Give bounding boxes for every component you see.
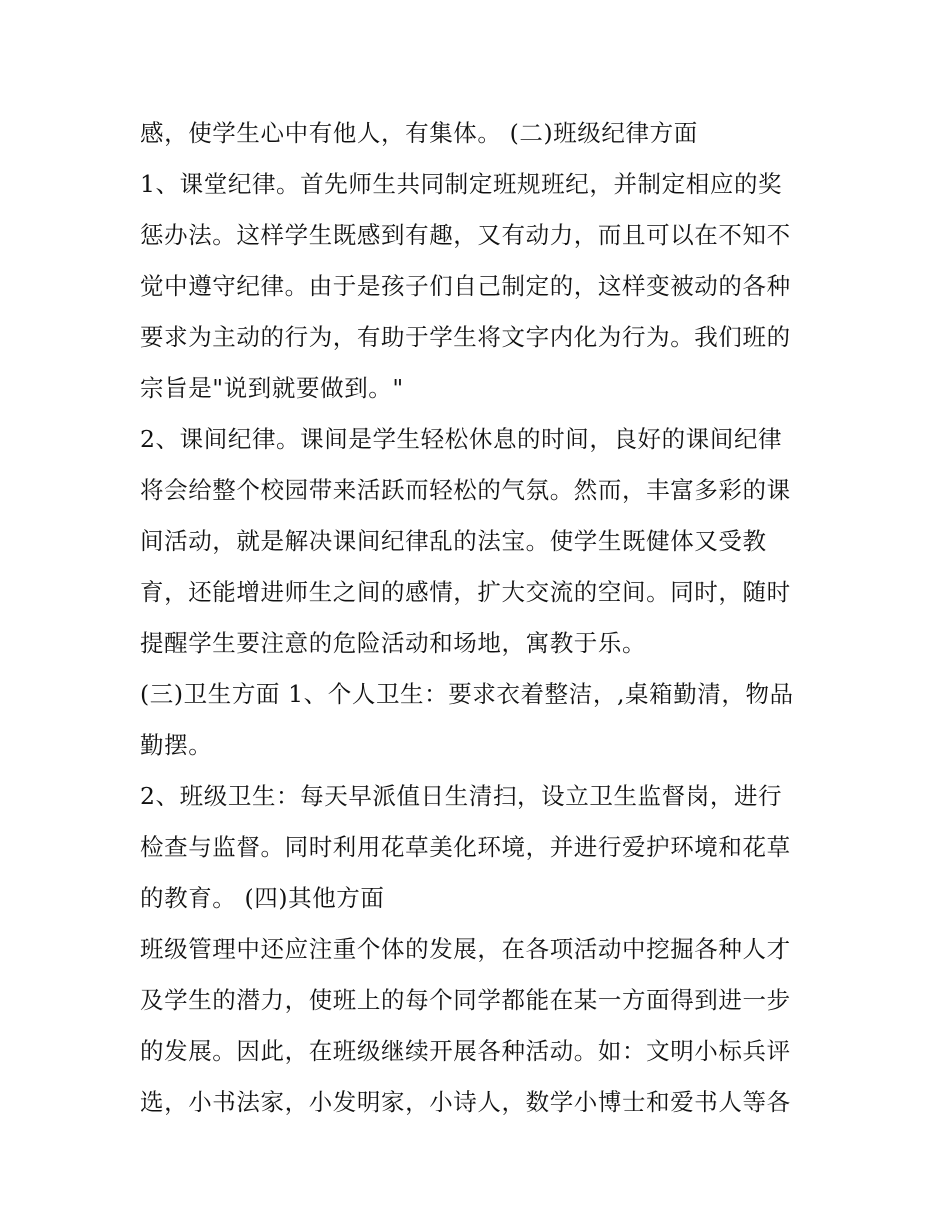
text-line-5: 要求为主动的行为，有助于学生将文字内化为行为。我们班的 [140, 323, 791, 351]
text-line-16: 的教育。 (四)其他方面 [140, 884, 385, 912]
text-line-18: 及学生的潜力，使班上的每个同学都能在某一方面得到进一步 [140, 986, 791, 1014]
text-line-6: 宗旨是"说到就要做到。" [140, 374, 404, 402]
text-line-13: 勤摆。 [140, 731, 213, 759]
text-line-3: 惩办法。这样学生既感到有趣，又有动力，而且可以在不知不 [140, 221, 791, 249]
text-line-15: 检查与监督。同时利用花草美化环境，并进行爱护环境和花草 [140, 833, 791, 861]
text-line-17: 班级管理中还应注重个体的发展，在各项活动中挖掘各种人才 [140, 935, 791, 963]
text-line-4: 觉中遵守纪律。由于是孩子们自己制定的，这样变被动的各种 [140, 272, 791, 300]
text-line-10: 育，还能增进师生之间的感情，扩大交流的空间。同时，随时 [140, 578, 791, 606]
text-line-19: 的发展。因此，在班级继续开展各种活动。如：文明小标兵评 [140, 1037, 791, 1065]
body-text [140, 108, 820, 1128]
text-line-1: 感，使学生心中有他人，有集体。 (二)班级纪律方面 [140, 119, 698, 147]
text-line-9: 间活动，就是解决课间纪律乱的法宝。使学生既健体又受教 [140, 527, 767, 555]
text-line-7: 2、课间纪律。课间是学生轻松休息的时间，良好的课间纪律 [140, 425, 783, 453]
text-line-14: 2、班级卫生：每天早派值日生清扫，设立卫生监督岗，进行 [140, 782, 783, 810]
text-line-2: 1、课堂纪律。首先师生共同制定班规班纪，并制定相应的奖 [140, 170, 783, 198]
text-line-8: 将会给整个校园带来活跃而轻松的气氛。然而，丰富多彩的课 [140, 476, 791, 504]
text-line-11: 提醒学生要注意的危险活动和场地，寓教于乐。 [140, 629, 647, 657]
text-line-20: 选，小书法家，小发明家，小诗人，数学小博士和爱书人等各 [140, 1088, 791, 1116]
text-line-12: (三)卫生方面 1、个人卫生：要求衣着整洁，,桌箱勤清，物品 [140, 680, 794, 708]
